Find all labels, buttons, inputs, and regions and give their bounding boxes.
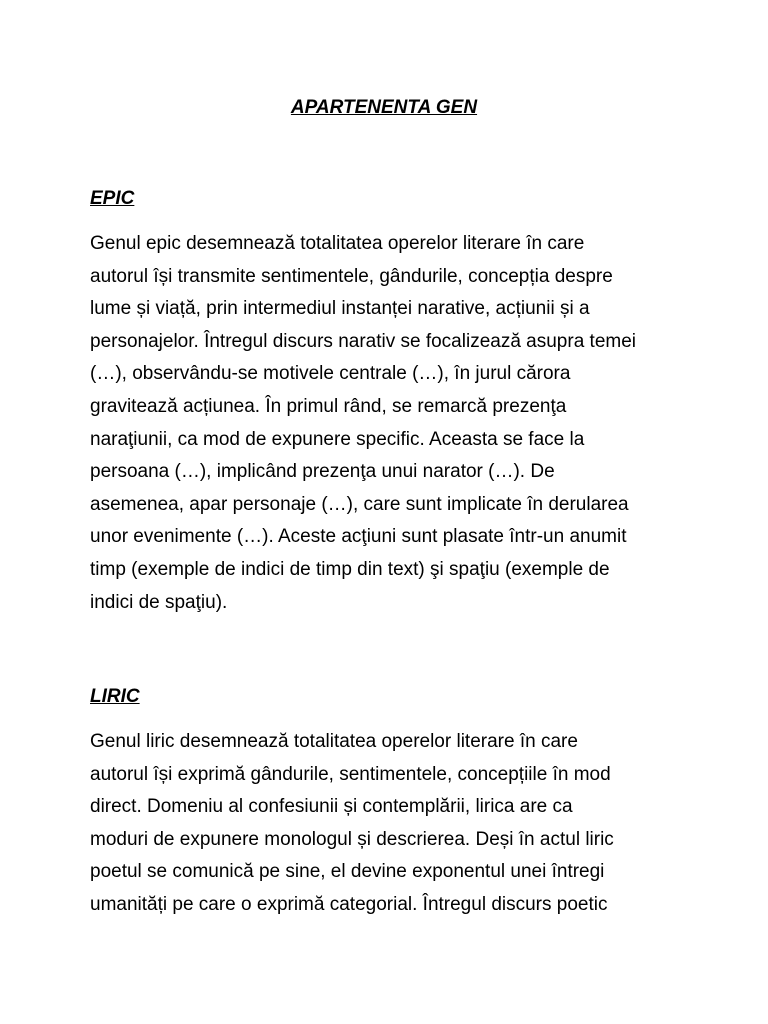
- text-line: umanități pe care o exprimă categorial. Întregul discurs poetic: [90, 893, 608, 915]
- text-line: timp (exemple de indici de timp din text) şi spaţiu (exemple de: [90, 558, 610, 580]
- text-line: poetul se comunică pe sine, el devine exponentul unei întregi: [90, 861, 605, 883]
- text-line: indici de spaţiu).: [90, 591, 228, 613]
- text-line: autorul își exprimă gândurile, sentimentele, concepțiile în mod: [90, 763, 611, 785]
- text-line: naraţiunii, ca mod de expunere specific. Aceasta se face la: [90, 428, 585, 450]
- text-line: (…), observându-se motivele centrale (…), în jurul cărora: [90, 363, 571, 385]
- text-line: asemenea, apar personaje (…), care sunt implicate în derularea: [90, 493, 629, 515]
- text-line: autorul își transmite sentimentele, gândurile, concepția despre: [90, 265, 613, 287]
- text-line: direct. Domeniu al confesiunii și contemplării, lirica are ca: [90, 796, 573, 818]
- text-line: personajelor. Întregul discurs narativ se focalizează asupra temei: [90, 330, 637, 352]
- text-line: moduri de expunere monologul și descrierea. Deși în actul liric: [90, 828, 614, 850]
- text-line: gravitează acțiunea. În primul rând, se remarcă prezenţa: [90, 395, 567, 417]
- text-line: persoana (…), implicând prezenţa unui narator (…). De: [90, 461, 555, 483]
- text-line: Genul epic desemnează totalitatea operelor literare în care: [90, 233, 585, 254]
- text-line: unor evenimente (…). Aceste acţiuni sunt plasate într-un anumit: [90, 526, 627, 548]
- section-body-liric: [90, 726, 690, 922]
- text-line: lume și viață, prin intermediul instanței narative, acțiunii și a: [90, 298, 590, 320]
- document-title: APARTENENTA GEN: [290, 97, 478, 118]
- section-body-epic: [90, 228, 690, 619]
- section-heading-liric: LIRIC: [90, 686, 140, 707]
- text-line: Genul liric desemnează totalitatea operelor literare în care: [90, 731, 578, 752]
- section-heading-epic: EPIC: [90, 188, 135, 209]
